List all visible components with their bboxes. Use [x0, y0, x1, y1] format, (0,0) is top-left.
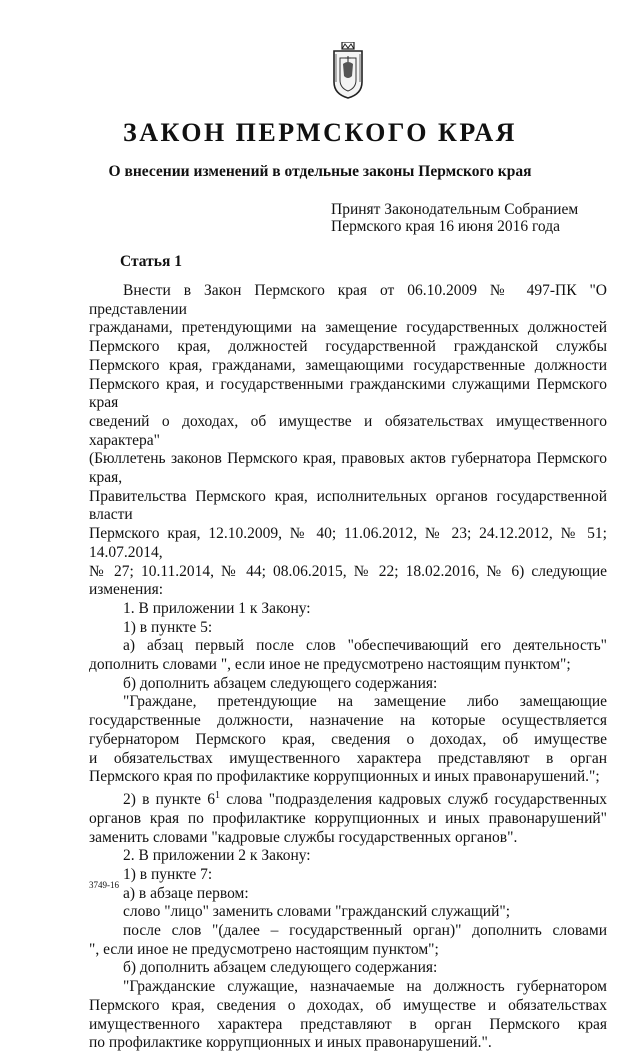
text-line: Пермского края, сведения о доходах, об имуществе и обязательствах	[89, 996, 607, 1014]
document-code: 3749-16	[89, 880, 119, 890]
text-line: "Граждане, претендующие на замещение либо замещающие	[123, 693, 607, 711]
text-line: Пермского края, должностей государственной гражданской службы	[89, 338, 607, 356]
coat-of-arms-icon	[326, 42, 370, 100]
text-line: ", если иное не предусмотрено настоящим пунктом";	[89, 940, 439, 958]
text-line: Пермского края, 12.10.2009, № 40; 11.06.2012, № 23; 24.12.2012, № 51; 14.07.2014,	[89, 525, 607, 561]
text-line: Пермского края, и государственными гражданскими служащими Пермского края	[89, 375, 607, 412]
text-line: б) дополнить абзацем следующего содержания:	[123, 959, 438, 977]
text-line: а) в абзаце первом:	[123, 884, 249, 902]
text-line: 1) в пункте 5:	[123, 618, 213, 636]
text-line: Правительства Пермского края, исполнительных органов государственной власти	[89, 487, 607, 524]
article-heading: Статья 1	[120, 253, 182, 270]
text-line: б) дополнить абзацем следующего содержания:	[123, 674, 438, 692]
text-line: (Бюллетень законов Пермского края, правовых актов губернатора Пермского края,	[89, 450, 607, 487]
article-body	[89, 282, 607, 1053]
text-line: слово "лицо" заменить словами "гражданский служащий";	[123, 903, 511, 921]
text-line	[89, 787, 607, 810]
superscript: 1	[214, 789, 220, 801]
law-subtitle: О внесении изменений в отдельные законы Пермского края	[108, 163, 532, 180]
text-line: заменить словами "кадровые службы государственных органов".	[89, 828, 518, 846]
text-line: 1) в пункте 7:	[123, 865, 213, 883]
text-line: гражданами, претендующими на замещение государственных должностей	[89, 319, 607, 337]
text-line: после слов "(далее – государственный орган)" дополнить словами	[123, 922, 607, 940]
text-line: и обязательствах имущественного характера представляют в орган	[89, 749, 607, 767]
adoption-line: Пермского края 16 июня 2016 года	[331, 218, 560, 235]
text-fragment: слова "подразделения кадровых служб государственных	[226, 791, 607, 809]
text-fragment: 2) в пункте 6	[123, 791, 215, 809]
text-line: 1. В приложении 1 к Закону:	[123, 599, 311, 617]
text-line: губернатором Пермского края, сведения о доходах, об имуществе	[89, 730, 607, 748]
text-line: Внести в Закон Пермского края от 06.10.2009 № 497-ПК "О представлении	[89, 282, 607, 318]
text-line: государственные должности, назначение на которые осуществляется	[89, 712, 607, 730]
text-line: органов края по профилактике коррупционных и иных правонарушений"	[89, 809, 607, 827]
text-line: Пермского края, гражданами, замещающими государственные должности	[89, 356, 607, 374]
text-line: а) абзац первый после слов "обеспечивающий его деятельность"	[123, 637, 607, 655]
text-line: имущественного характера представляют в орган Пермского края	[89, 1015, 607, 1033]
text-line: Пермского края по профилактике коррупционных и иных правонарушений.";	[89, 768, 600, 786]
law-title: ЗАКОН ПЕРМСКОГО КРАЯ	[123, 118, 517, 147]
text-line: по профилактике коррупционных и иных правонарушений.".	[89, 1034, 492, 1052]
adoption-note	[331, 201, 578, 235]
text-line: дополнить словами ", если иное не предусмотрено настоящим пунктом";	[89, 656, 571, 674]
text-line: сведений о доходах, об имуществе и обязательствах имущественного характера"	[89, 412, 607, 449]
adoption-line: Принят Законодательным Собранием	[331, 201, 579, 218]
text-line: 2. В приложении 2 к Закону:	[123, 847, 311, 865]
text-line: "Гражданские служащие, назначаемые на должность губернатором	[123, 978, 607, 996]
text-line: № 27; 10.11.2014, № 44; 08.06.2015, № 22; 18.02.2016, № 6) следующие изменения:	[89, 562, 607, 599]
